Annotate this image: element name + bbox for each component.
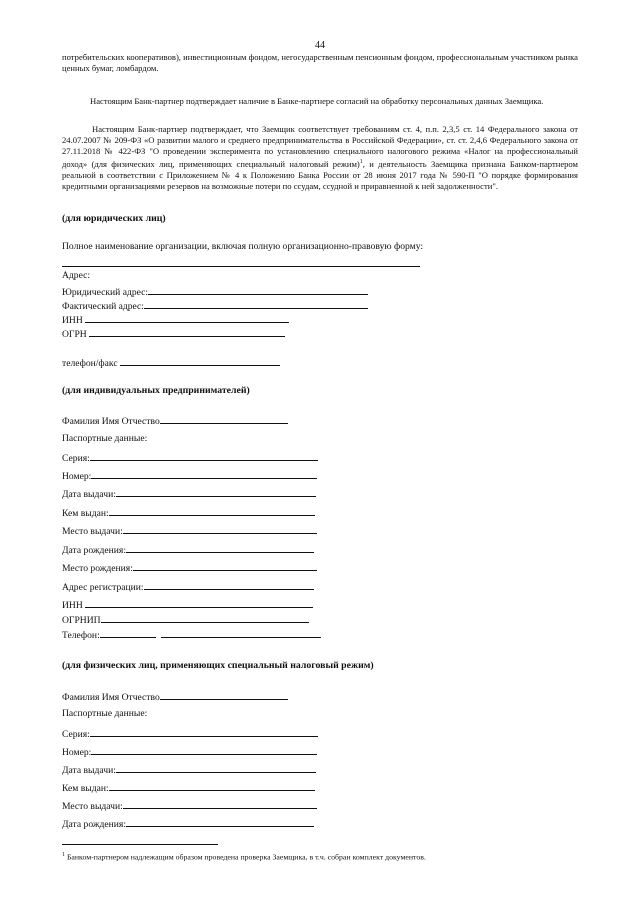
legal-address-field[interactable] bbox=[148, 285, 368, 295]
footnote-separator bbox=[62, 844, 218, 845]
phone-fax-row bbox=[62, 356, 280, 370]
legal-inn-label: ИНН bbox=[62, 315, 83, 326]
se-passport-label: Паспортные данные: bbox=[62, 708, 148, 719]
ogrnip-row bbox=[62, 613, 309, 627]
footnote-ref: 1 bbox=[359, 159, 363, 165]
se-issued-by-label: Кем выдан: bbox=[62, 783, 109, 794]
selfemployed-heading: (для физических лиц, применяющих специальный налоговый режим) bbox=[62, 660, 374, 671]
org-full-name-field[interactable] bbox=[62, 266, 420, 267]
ip-series-row bbox=[62, 451, 318, 465]
ip-phone-field-2[interactable] bbox=[161, 628, 321, 638]
ip-number-label: Номер: bbox=[62, 471, 92, 482]
se-issue-date-label: Дата выдачи: bbox=[62, 765, 116, 776]
ogrn-field[interactable] bbox=[89, 327, 285, 337]
ip-series-label: Серия: bbox=[62, 453, 90, 464]
ip-birth-date-field[interactable] bbox=[126, 543, 314, 553]
ip-birth-place-label: Место рождения: bbox=[62, 563, 133, 574]
ogrnip-label: ОГРНИП bbox=[62, 615, 101, 626]
ip-number-row bbox=[62, 469, 317, 483]
ip-fio-label: Фамилия Имя Отчество bbox=[62, 416, 160, 427]
conformity-paragraph bbox=[62, 124, 578, 192]
ip-issue-place-label: Место выдачи: bbox=[62, 526, 123, 537]
se-issue-date-row bbox=[62, 763, 316, 777]
ip-birth-place-field[interactable] bbox=[133, 561, 317, 571]
se-number-label: Номер: bbox=[62, 747, 92, 758]
ip-fio-field[interactable] bbox=[160, 414, 288, 424]
actual-address-field[interactable] bbox=[144, 299, 368, 309]
se-issued-by-field[interactable] bbox=[109, 781, 315, 791]
se-number-field[interactable] bbox=[91, 745, 317, 755]
ip-inn-field[interactable] bbox=[85, 598, 313, 608]
conformity-text-b: , и деятельность Заемщика признана Банком-партнером реальной в соответствии с Приложением № 4 к Положению Банка России от 28 июня 2017 года № 590-П "О порядке формирования кредитными организациями резервов на возможные потери по ссудам, ссудной и приравненной к ней задолженности". bbox=[62, 158, 579, 191]
se-series-field[interactable] bbox=[90, 727, 318, 737]
legal-address-label: Юридический адрес: bbox=[62, 287, 149, 298]
se-fio-label: Фамилия Имя Отчество bbox=[62, 692, 160, 703]
se-fio-field[interactable] bbox=[160, 690, 288, 700]
ip-phone-row bbox=[62, 628, 321, 642]
ip-reg-address-label: Адрес регистрации: bbox=[62, 582, 144, 593]
se-issue-date-field[interactable] bbox=[116, 763, 316, 773]
consent-paragraph: Настоящим Банк-партнер подтверждает наличие в Банке-партнере согласий на обработку персональных данных Заемщика. bbox=[90, 96, 544, 106]
se-issue-place-row bbox=[62, 799, 317, 813]
ip-phone-label: Телефон: bbox=[62, 630, 100, 641]
footnote bbox=[62, 852, 426, 862]
se-fio-row bbox=[62, 690, 288, 704]
ogrn-label: ОГРН bbox=[62, 329, 87, 340]
ip-reg-address-row bbox=[62, 580, 314, 594]
actual-address-label: Фактический адрес: bbox=[62, 301, 144, 312]
ip-issued-by-label: Кем выдан: bbox=[62, 508, 109, 519]
org-full-name-label: Полное наименование организации, включая полную организационно-правовую форму: bbox=[62, 241, 424, 252]
se-birth-date-label: Дата рождения: bbox=[62, 819, 126, 830]
ogrn-row bbox=[62, 327, 285, 341]
page-number: 44 bbox=[315, 40, 325, 51]
ip-birth-date-row bbox=[62, 543, 314, 557]
footnote-text: Банком-партнером надлежащим образом проведена проверка Заемщика, в т.ч. собран комплект документов. bbox=[65, 852, 426, 862]
phone-fax-field[interactable] bbox=[120, 356, 280, 366]
ip-birth-place-row bbox=[62, 561, 317, 575]
ip-issue-place-field[interactable] bbox=[123, 524, 317, 534]
ip-birth-date-label: Дата рождения: bbox=[62, 545, 126, 556]
ip-issued-by-field[interactable] bbox=[109, 506, 315, 516]
ip-reg-address-field[interactable] bbox=[144, 580, 314, 590]
legal-address-row bbox=[62, 285, 368, 299]
continuation-paragraph: потребительских кооперативов), инвестиционным фондом, негосударственным пенсионным фондом, профессиональным участником рынка ценных бумаг, ломбардом. bbox=[62, 52, 578, 73]
legal-inn-field[interactable] bbox=[85, 313, 289, 323]
phone-fax-label: телефон/факс bbox=[62, 358, 118, 369]
ip-issue-date-label: Дата выдачи: bbox=[62, 489, 116, 500]
ip-passport-label: Паспортные данные: bbox=[62, 433, 148, 444]
se-issue-place-label: Место выдачи: bbox=[62, 801, 123, 812]
legal-entity-heading: (для юридических лиц) bbox=[62, 213, 166, 224]
se-issue-place-field[interactable] bbox=[123, 799, 317, 809]
actual-address-row bbox=[62, 299, 368, 313]
se-number-row bbox=[62, 745, 317, 759]
se-series-label: Серия: bbox=[62, 729, 90, 740]
ip-inn-row bbox=[62, 598, 313, 612]
ip-number-field[interactable] bbox=[91, 469, 317, 479]
footnote-mark: 1 bbox=[62, 852, 65, 858]
ip-issue-date-field[interactable] bbox=[116, 487, 316, 497]
ip-fio-row bbox=[62, 414, 288, 428]
ip-issue-place-row bbox=[62, 524, 317, 538]
se-birth-date-field[interactable] bbox=[126, 817, 314, 827]
se-issued-by-row bbox=[62, 781, 315, 795]
address-label: Адрес: bbox=[62, 270, 91, 281]
ip-inn-label: ИНН bbox=[62, 600, 83, 611]
entrepreneur-heading: (для индивидуальных предпринимателей) bbox=[62, 385, 250, 396]
ip-issue-date-row bbox=[62, 487, 316, 501]
ip-series-field[interactable] bbox=[90, 451, 318, 461]
legal-inn-row bbox=[62, 313, 289, 327]
se-birth-date-row bbox=[62, 817, 314, 831]
conformity-text-a: Настоящим Банк-партнер подтверждает, что Заемщик соответствует требованиям ст. 4, п.п. 2,3,5 ст. 14 Федерального закона от 24.07.2007 № 209-ФЗ «О развитии малого и среднего предпринимательства в Российской Федерации», ст. ст. 2,4,6 Федерального закона от 27.11.2018 № 422-ФЗ "О проведении эксперимента по установлению специального налогового режима «Налог на профессиональный доход» (для физических лиц, применяющих специальный налоговый режим) bbox=[62, 124, 578, 169]
ip-phone-field-1[interactable] bbox=[100, 628, 156, 638]
ogrnip-field[interactable] bbox=[101, 613, 309, 623]
ip-issued-by-row bbox=[62, 506, 315, 520]
se-series-row bbox=[62, 727, 318, 741]
